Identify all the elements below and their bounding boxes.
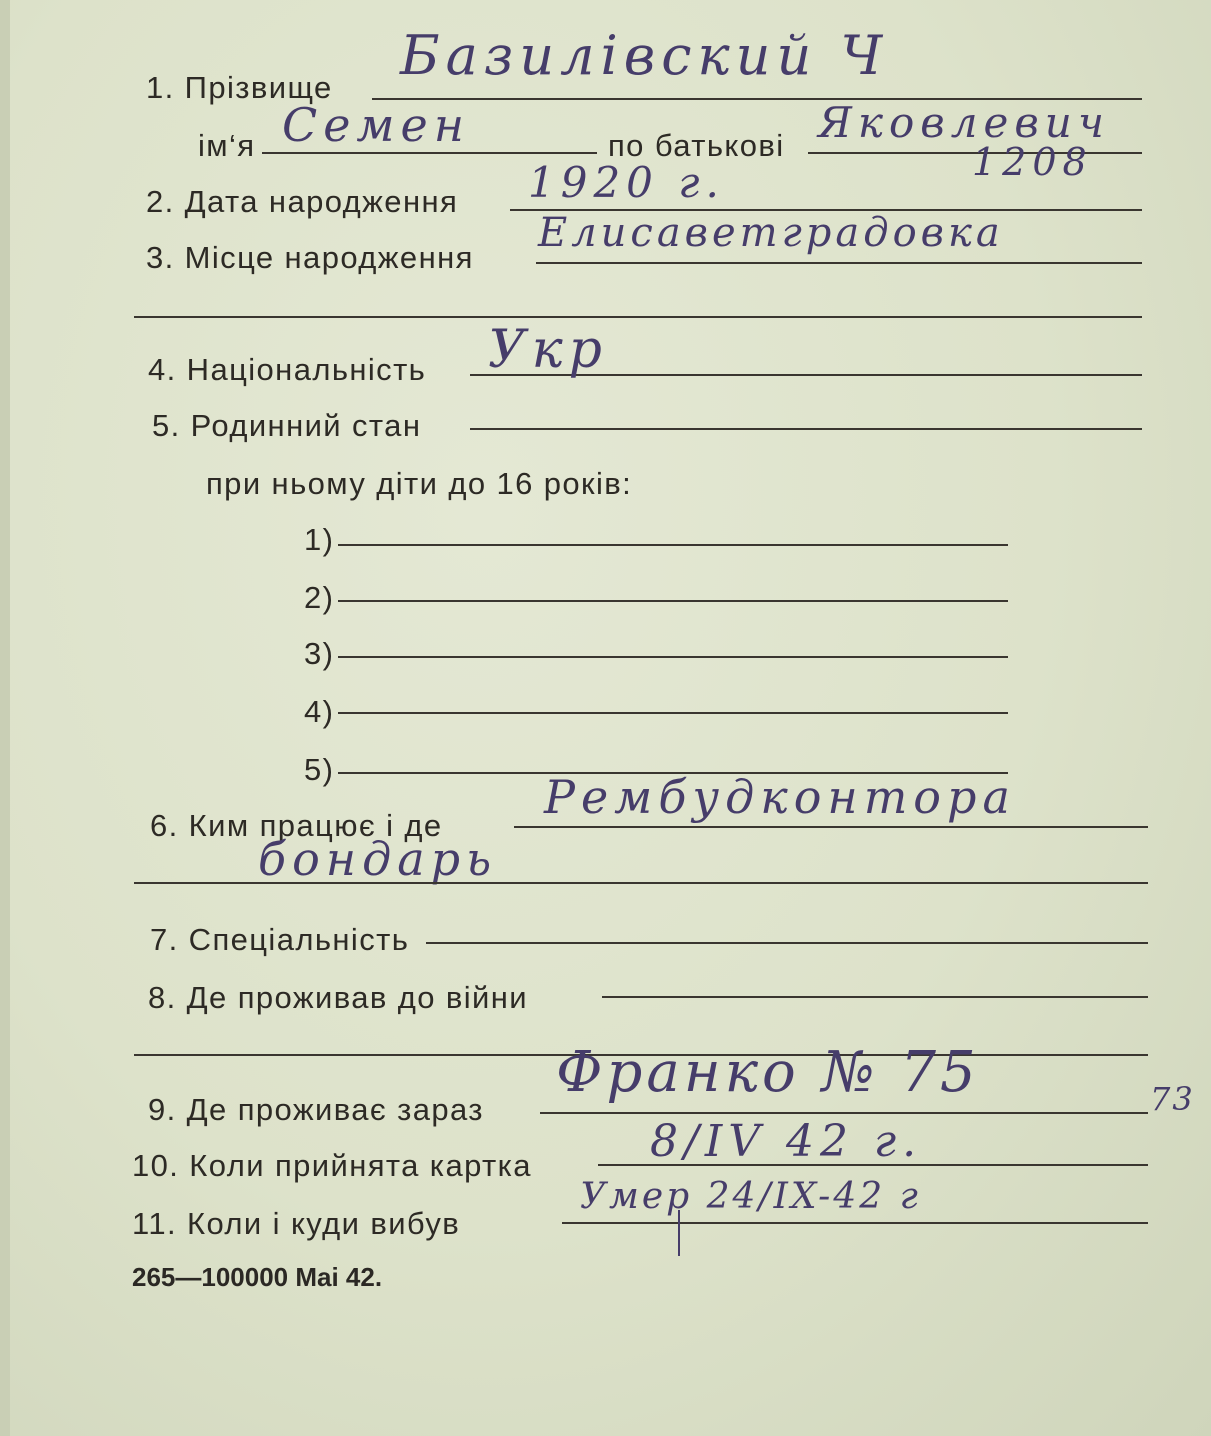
work-line [514,826,1148,828]
family-status-label: 5. Родинний стан [152,408,422,443]
nationality-label: 4. Національність [148,352,427,387]
departed-hand-stroke [678,1210,680,1256]
birth-place-line-2 [134,316,1142,318]
current-address-handwriting: Франко № 75 [556,1040,980,1105]
birth-place-line [536,262,1142,264]
specialty-label: 7. Спеціальність [150,922,410,957]
accepted-handwriting: 8/IV 42 г. [650,1116,923,1167]
child-3-line [338,656,1008,658]
children-label: при ньому діти до 16 років: [206,466,633,501]
work-role-handwriting: бондарь [258,832,498,886]
child-3-label: 3) [304,636,335,671]
child-2-line [338,600,1008,602]
patronymic-handwriting: Яковлевич [818,98,1110,147]
current-address-label: 9. Де проживає зараз [148,1092,484,1127]
birth-date-handwriting: 1920 г. [528,158,725,207]
accepted-label: 10. Коли прийнята картка [132,1148,532,1183]
prewar-line [602,996,1148,998]
departed-line [562,1222,1148,1224]
current-address-line [540,1112,1148,1114]
work-label: 6. Ким працює і де [150,808,443,843]
name-line [262,152,597,154]
surname-label: 1. Прізвище [146,70,333,105]
specialty-line [426,942,1148,944]
child-2-label: 2) [304,580,335,615]
surname-handwriting: Базилівский Ч [400,24,889,87]
birth-place-label: 3. Місце народження [146,240,474,275]
birth-date-label: 2. Дата народження [146,184,459,219]
work-place-handwriting: Рембудконтора [544,770,1016,824]
birth-place-handwriting: Елисаветградовка [538,210,1004,256]
name-handwriting: Семен [282,98,471,152]
prewar-label: 8. Де проживав до війни [148,980,528,1015]
work-line-2 [134,882,1148,884]
card-edge [0,0,10,1436]
family-status-line [470,428,1142,430]
departed-handwriting: Умер 24/IX-42 г [580,1176,921,1217]
child-5-label: 5) [304,752,335,787]
current-extra-handwriting: 73 [1150,1080,1195,1118]
child-4-label: 4) [304,694,335,729]
card-number-handwriting: 1208 [972,140,1093,184]
patronymic-label: по батькові [608,128,785,163]
child-4-line [338,712,1008,714]
child-1-label: 1) [304,522,335,557]
name-label: ім‘я [198,128,256,163]
nationality-handwriting: Укр [488,320,608,380]
child-1-line [338,544,1008,546]
departed-label: 11. Коли і куди вибув [132,1206,461,1241]
print-code: 265—100000 Mai 42. [132,1262,383,1292]
